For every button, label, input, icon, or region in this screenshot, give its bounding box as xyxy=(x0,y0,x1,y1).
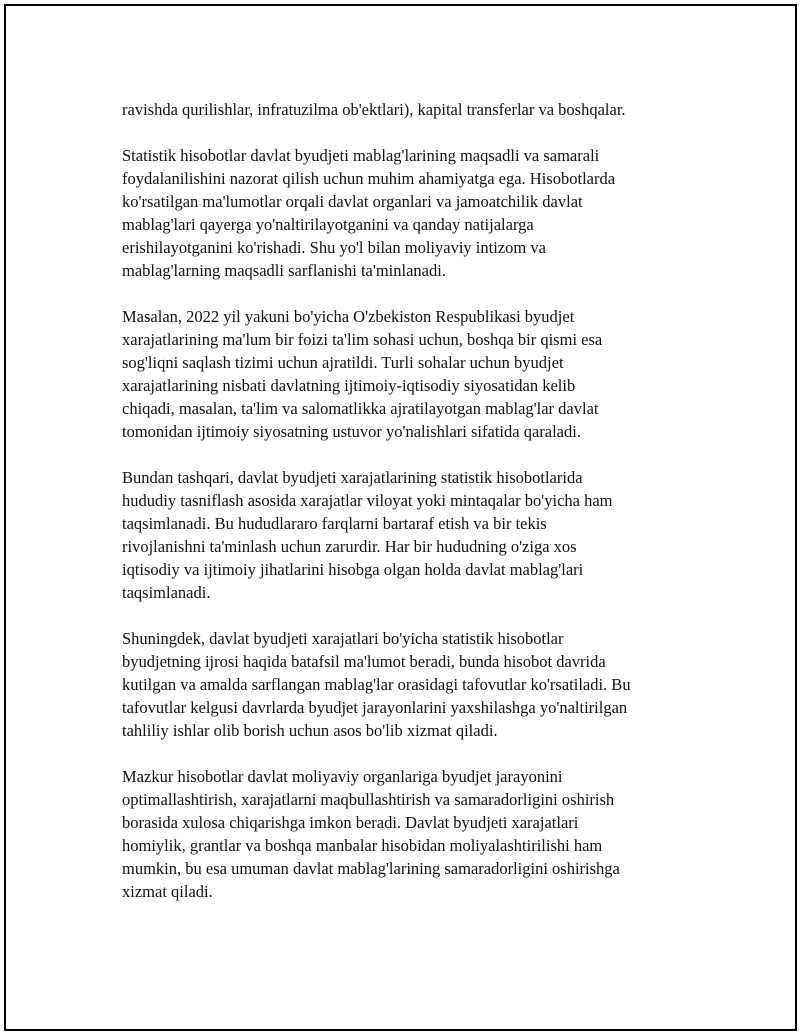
paragraph-1: ravishda qurilishlar, infratuzilma ob'ektlari), kapital transferlar va boshqalar. xyxy=(122,100,626,119)
paragraph-4: Bundan tashqari, davlat byudjeti xarajatlarining statistik hisobotlarida hududiy tasniflash asosida xarajatlar viloyat yoki mintaqalar bo'yicha ham taqsimlanadi. Bu hududlararo farqlarni bartaraf etish va bir tekis rivojlanishni ta'minlash uchun zarurdir. Har bir hududning o'ziga xos iqtisodiy va ijtimoiy jihatlarini hisobga olgan holda davlat mablag'lari taqsimlanadi. xyxy=(122,468,613,602)
document-body xyxy=(122,98,722,926)
paragraph-3: Masalan, 2022 yil yakuni bo'yicha O'zbekiston Respublikasi byudjet xarajatlarining ma'lum bir foizi ta'lim sohasi uchun, boshqa bir qismi esa sog'liqni saqlash tizimi uchun ajratildi. Turli sohalar uchun byudjet xarajatlarining nisbati davlatning ijtimoiy-iqtisodiy siyosatidan kelib chiqadi, masalan, ta'lim va salomatlikka ajratilayotgan mablag'lar davlat tomonidan ijtimoiy siyosatning ustuvor yo'nalishlari sifatida qaraladi. xyxy=(122,307,603,441)
paragraph-6: Mazkur hisobotlar davlat moliyaviy organlariga byudjet jarayonini optimallashtirish, xarajatlarni maqbullashtirish va samaradorligini oshirish borasida xulosa chiqarishga imkon beradi. Davlat byudjeti xarajatlari homiylik, grantlar va boshqa manbalar hisobidan moliyalashtirilishi ham mumkin, bu esa umuman davlat mablag'larining samaradorligini oshirishga xizmat qiladi. xyxy=(122,767,620,901)
paragraph-2: Statistik hisobotlar davlat byudjeti mablag'larining maqsadli va samarali foydalanilishini nazorat qilish uchun muhim ahamiyatga ega. Hisobotlarda ko'rsatilgan ma'lumotlar orqali davlat organlari va jamoatchilik davlat mablag'lari qayerga yo'naltirilayotganini va qanday natijalarga erishilayotganini ko'rishadi. Shu yo'l bilan moliyaviy intizom va mablag'larning maqsadli sarflanishi ta'minlanadi. xyxy=(122,146,616,280)
paragraph-5: Shuningdek, davlat byudjeti xarajatlari bo'yicha statistik hisobotlar byudjetning ijrosi haqida batafsil ma'lumot beradi, bunda hisobot davrida kutilgan va amalda sarflangan mablag'lar orasidagi tafovutlar ko'rsatiladi. Bu tafovutlar kelgusi davrlarda byudjet jarayonlarini yaxshilashga yo'naltirilgan tahliliy ishlar olib borish uchun asos bo'lib xizmat qiladi. xyxy=(122,629,631,740)
page-frame xyxy=(4,4,797,1031)
